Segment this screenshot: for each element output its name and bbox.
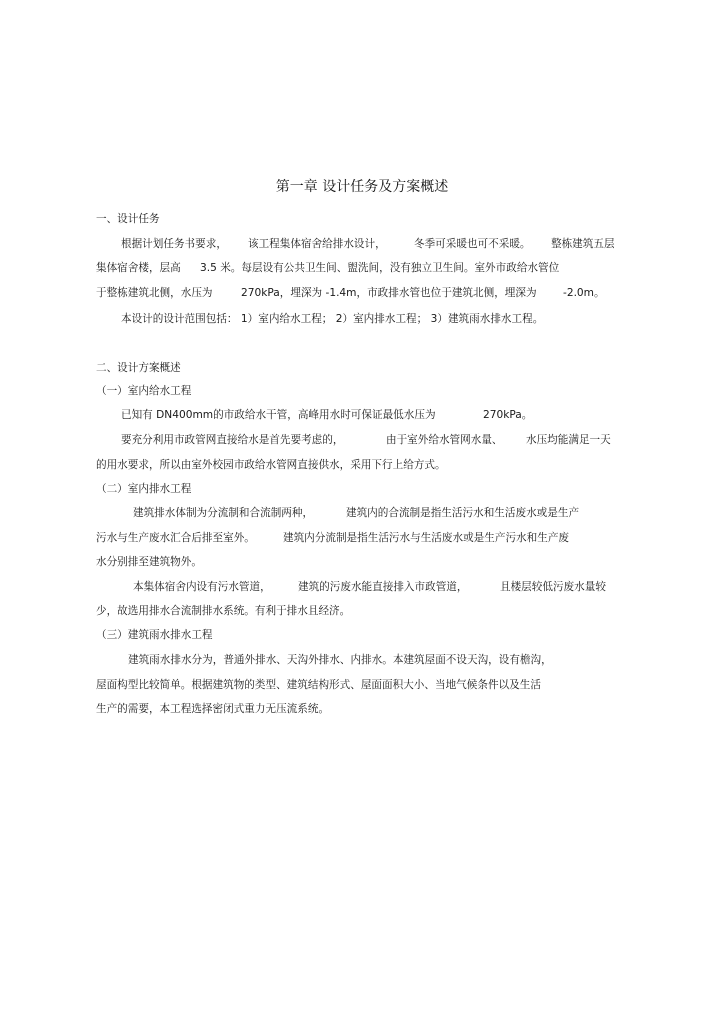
subsection-1-heading: （一）室内给水工程 [96,385,192,397]
text-run: 且楼层较低污废水量较 [500,581,606,593]
text-run: 水压均能满足一天 [526,434,611,446]
s1-p2: 本设计的设计范围包括： 1）室内给水工程； 2）室内排水工程； 3）建筑雨水排水工程。 [121,313,544,325]
text-run: 已知有 DN400mm的市政给水干管，高峰用水时可保证最低水压为 [121,409,436,421]
text-run: 建筑排水体制为分流制和合流制两种， [133,507,314,519]
subsection-2-heading: （二）室内排水工程 [96,483,192,495]
text-run: 冬季可采暖也可不采暖。 [414,238,531,250]
text-run: 整栋建筑五层 [551,238,615,250]
text-run: 根据计划任务书要求， [121,238,227,250]
text-run: 建筑的污废水能直接排入市政管道， [298,581,468,593]
text-run: 3.5 米。每层设有公共卫生间、盥洗间，没有独立卫生间。室外市政给水管位 [200,262,560,274]
chapter-title: 第一章 设计任务及方案概述 [275,179,449,195]
sub2-p1-line3: 水分别排至建筑物外。 [96,556,202,568]
section-2-heading: 二、设计方案概述 [96,362,181,374]
text-run: 要充分利用市政管网直接给水是首先要考虑的， [121,434,344,446]
sub3-p1-line1: 建筑雨水排水分为，普通外排水、天沟外排水、内排水。本建筑屋面不设天沟，设有檐沟， [128,654,552,666]
text-run: 本集体宿舍内设有污水管道， [133,581,271,593]
subsection-3-heading: （三）建筑雨水排水工程 [96,629,213,641]
text-run: 建筑内的合流制是指生活污水和生活废水或是生产 [346,507,580,519]
text-run: 于整栋建筑北侧，水压为 [96,287,213,299]
text-run: -2.0m。 [563,287,605,299]
sub3-p1-line2: 屋面构型比较简单。根据建筑物的类型、建筑结构形式、屋面面积大小、当地气候条件以及生活 [96,679,541,691]
section-1-heading: 一、设计任务 [96,213,160,225]
text-run: 该工程集体宿舍给排水设计， [248,238,386,250]
sub2-p2-line2: 少，故选用排水合流制排水系统。有利于排水且经济。 [96,605,351,617]
text-run: 270kPa。 [483,409,533,421]
sub1-p2-line2: 的用水要求，所以由室外校园市政给水管网直接供水，采用下行上给方式。 [96,459,446,471]
text-run: 污水与生产废水汇合后排至室外。 [96,532,255,544]
text-run: 由于室外给水管网水量、 [386,434,503,446]
sub3-p1-line3: 生产的需要，本工程选择密闭式重力无压流系统。 [96,703,330,715]
text-run: 建筑内分流制是指生活污水与生活废水或是生产污水和生产废 [283,532,570,544]
text-run: 270kPa，埋深为 -1.4m，市政排水管也位于建筑北侧，埋深为 [241,287,537,299]
text-run: 集体宿舍楼，层高 [96,262,181,274]
